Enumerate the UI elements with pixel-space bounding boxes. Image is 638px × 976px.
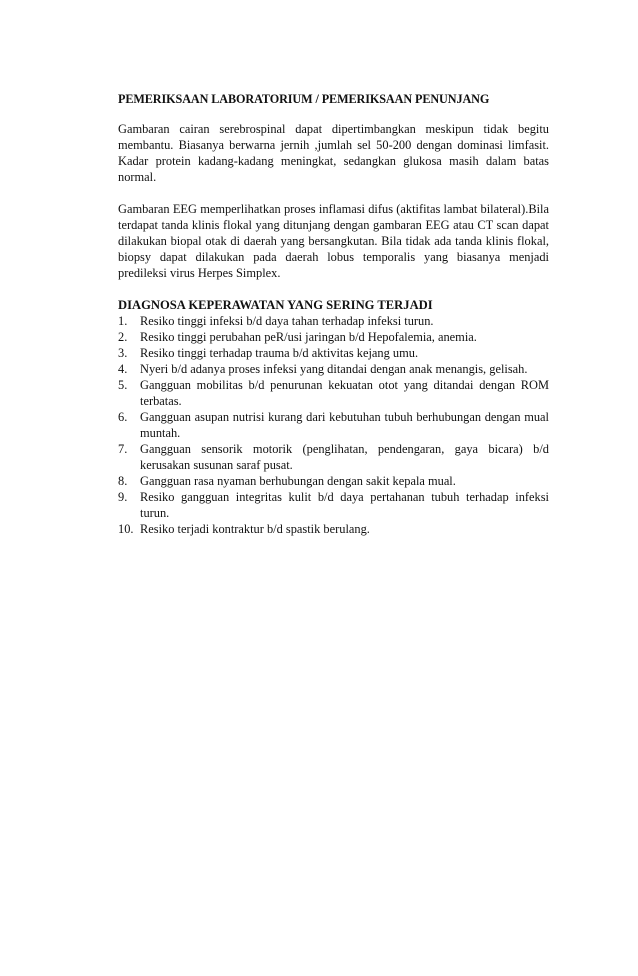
list-item-number: 8. — [118, 474, 128, 488]
list-item — [118, 361, 549, 377]
list-item — [118, 473, 549, 489]
list-item-number: 10. — [118, 522, 134, 536]
list-item-number: 1. — [118, 314, 128, 328]
list-item — [118, 313, 549, 329]
list-item-number: 3. — [118, 346, 128, 360]
list-item-text: Nyeri b/d adanya proses infeksi yang ditandai dengan anak menangis, gelisah. — [140, 362, 528, 376]
list-item-number: 4. — [118, 362, 128, 376]
list-item — [118, 345, 549, 361]
list-item-text: Resiko gangguan integritas kulit b/d daya pertahanan tubuh terhadap infeksi turun. — [140, 490, 549, 520]
list-item-text: Resiko tinggi perubahan peR/usi jaringan b/d Hepofalemia, anemia. — [140, 330, 477, 344]
list-item-text: Gangguan rasa nyaman berhubungan dengan sakit kepala mual. — [140, 474, 456, 488]
list-item — [118, 489, 549, 521]
list-item-text: Gangguan mobilitas b/d penurunan kekuatan otot yang ditandai dengan ROM terbatas. — [140, 378, 549, 408]
list-item — [118, 409, 549, 441]
lab-paragraph-csf: Gambaran cairan serebrospinal dapat dipertimbangkan meskipun tidak begitu membantu. Biasanya berwarna jernih ,jumlah sel 50-200 dengan dominasi limfasit. Kadar protein kadang-kadang meningkat, sedangkan glukosa masih dalam batas normal. — [118, 122, 549, 184]
list-item-text: Gangguan asupan nutrisi kurang dari kebutuhan tubuh berhubungan dengan mual muntah. — [140, 410, 549, 440]
list-item — [118, 521, 549, 537]
list-item — [118, 441, 549, 473]
list-item-number: 9. — [118, 490, 128, 504]
lab-heading: PEMERIKSAAN LABORATORIUM / PEMERIKSAAN PENUNJANG — [118, 92, 490, 106]
list-item-text: Resiko tinggi terhadap trauma b/d aktivitas kejang umu. — [140, 346, 419, 360]
diagnosa-heading: DIAGNOSA KEPERAWATAN YANG SERING TERJADI — [118, 298, 433, 312]
document-page — [118, 91, 549, 537]
list-item-text: Gangguan sensorik motorik (penglihatan, pendengaran, gaya bicara) b/d kerusakan susunan saraf pusat. — [140, 442, 549, 472]
list-item-number: 2. — [118, 330, 128, 344]
list-item-text: Resiko terjadi kontraktur b/d spastik berulang. — [140, 522, 370, 536]
lab-paragraph-eeg: Gambaran EEG memperlihatkan proses inflamasi difus (aktifitas lambat bilateral).Bila terdapat tanda klinis flokal yang ditunjang dengan gambaran EEG atau CT scan dapat dilakukan biopal otak di daerah yang bersangkutan. Bila tidak ada tanda klinis flokal, biopsy dapat dilakukan pada daerah lobus temporalis yang biasanya menjadi predileksi virus Herpes Simplex. — [118, 202, 549, 280]
list-item — [118, 377, 549, 409]
list-item — [118, 329, 549, 345]
list-item-number: 7. — [118, 442, 128, 456]
list-item-number: 5. — [118, 378, 128, 392]
diagnosa-list — [118, 313, 549, 537]
list-item-text: Resiko tinggi infeksi b/d daya tahan terhadap infeksi turun. — [140, 314, 434, 328]
list-item-number: 6. — [118, 410, 128, 424]
